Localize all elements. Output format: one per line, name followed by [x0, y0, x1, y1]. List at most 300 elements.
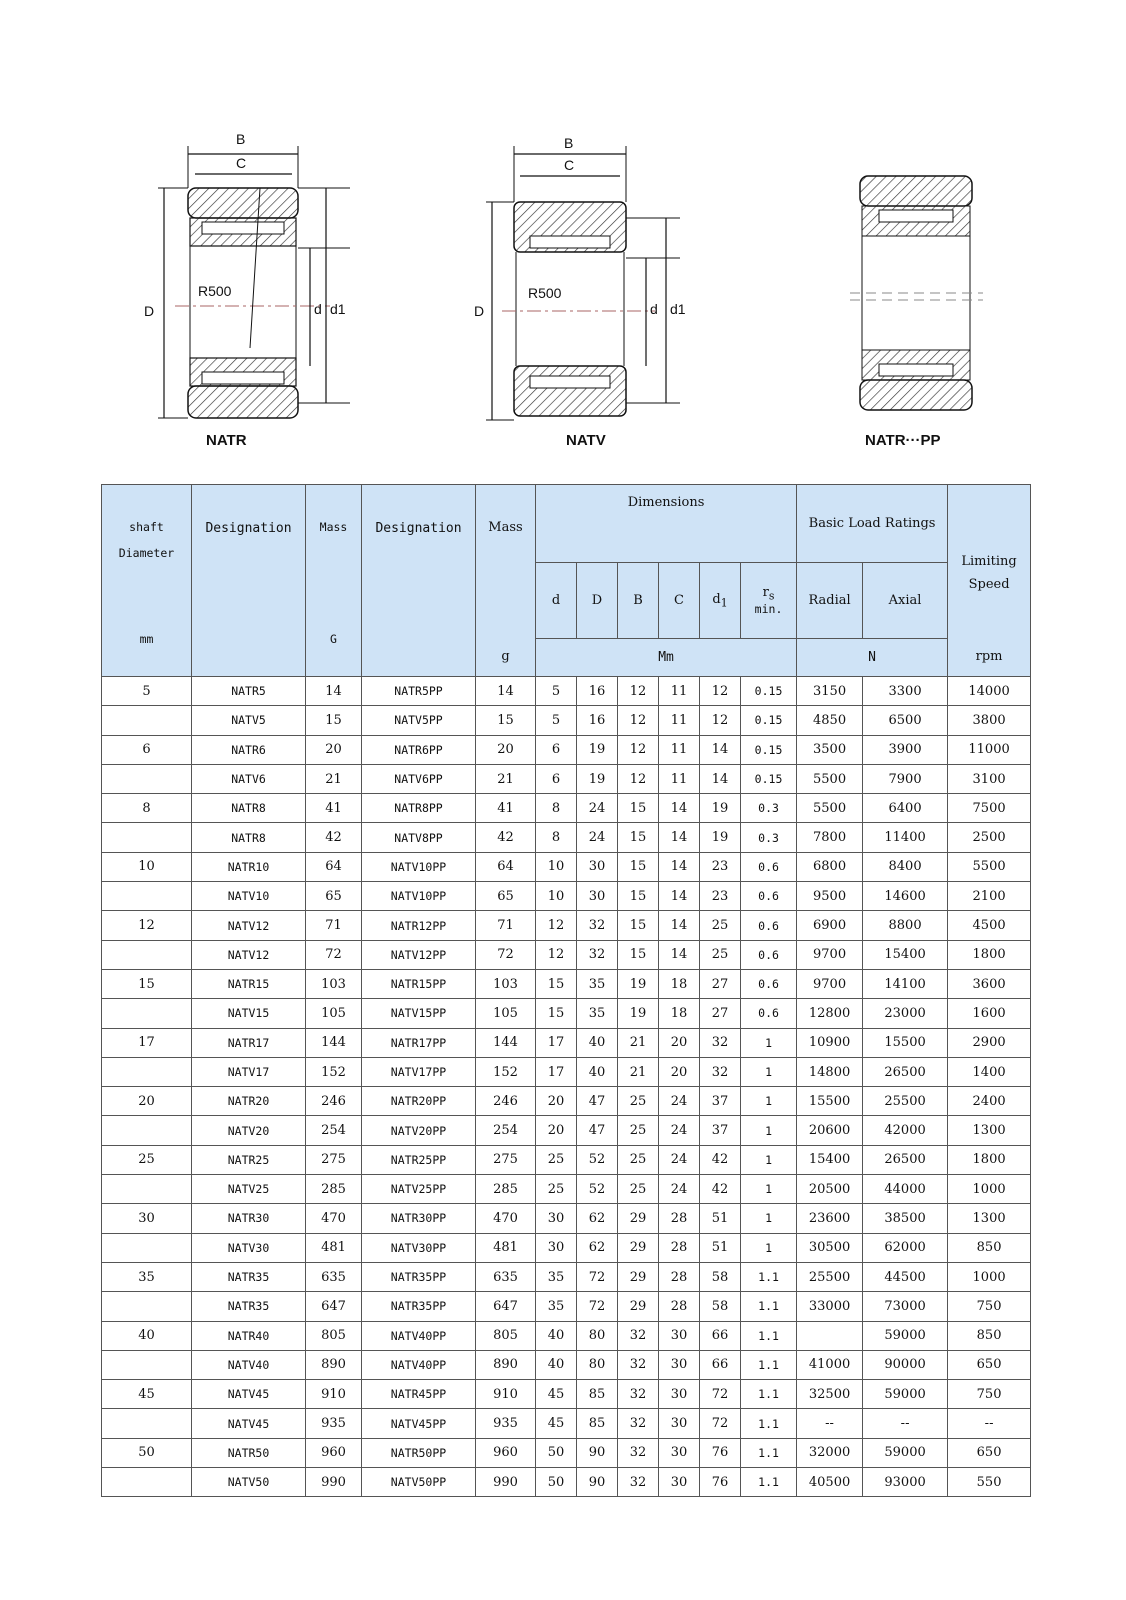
cell-axial-load: 26500	[863, 1145, 948, 1174]
cell-B: 32	[618, 1468, 659, 1497]
table-row	[102, 677, 1031, 706]
cell-d1: 66	[700, 1350, 741, 1379]
header-shaft-unit: mm	[139, 631, 154, 646]
cell-limiting-speed: 2400	[948, 1087, 1031, 1116]
cell-designation: NATV5	[192, 706, 306, 735]
cell-B: 25	[618, 1116, 659, 1145]
cell-axial-load: 90000	[863, 1350, 948, 1379]
cell-d: 15	[536, 969, 577, 998]
cell-D: 35	[577, 999, 618, 1028]
cell-d: 8	[536, 794, 577, 823]
cell-D: 19	[577, 764, 618, 793]
cell-mass-pp: 152	[476, 1057, 536, 1086]
cell-limiting-speed: 850	[948, 1233, 1031, 1262]
cell-d: 25	[536, 1145, 577, 1174]
cell-designation-pp: NATV8PP	[362, 823, 476, 852]
cell-axial-load: 15500	[863, 1028, 948, 1057]
header-designation-1	[192, 485, 306, 677]
cell-shaft-diameter: 30	[102, 1204, 192, 1233]
cell-designation-pp: NATV40PP	[362, 1321, 476, 1350]
cell-limiting-speed: 650	[948, 1350, 1031, 1379]
figure-natr	[144, 118, 370, 463]
cell-shaft-diameter	[102, 1468, 192, 1497]
cell-D: 62	[577, 1204, 618, 1233]
cell-shaft-diameter	[102, 1175, 192, 1204]
cell-mass: 41	[306, 794, 362, 823]
cell-rs-min: 0.6	[741, 882, 797, 911]
cell-C: 28	[659, 1204, 700, 1233]
cell-mass: 635	[306, 1262, 362, 1291]
cell-D: 32	[577, 940, 618, 969]
cell-axial-load: 62000	[863, 1233, 948, 1262]
cell-C: 30	[659, 1350, 700, 1379]
cell-d: 8	[536, 823, 577, 852]
cell-designation: NATR40	[192, 1321, 306, 1350]
cell-designation-pp: NATR35PP	[362, 1262, 476, 1291]
header-mass-1	[306, 485, 362, 677]
cell-radial-load: 9700	[797, 969, 863, 998]
cell-radial-load	[797, 1321, 863, 1350]
cell-D: 85	[577, 1380, 618, 1409]
cell-d: 6	[536, 764, 577, 793]
natv-d-label: d	[650, 301, 658, 317]
table-row	[102, 1087, 1031, 1116]
natr-D-label: D	[144, 303, 155, 319]
cell-mass-pp: 246	[476, 1087, 536, 1116]
cell-d1: 14	[700, 764, 741, 793]
cell-limiting-speed: 3600	[948, 969, 1031, 998]
cell-mass: 481	[306, 1233, 362, 1262]
cell-d: 5	[536, 677, 577, 706]
header-speed-text: Speed	[968, 576, 1010, 592]
table-row	[102, 764, 1031, 793]
cell-D: 62	[577, 1233, 618, 1262]
cell-d: 30	[536, 1233, 577, 1262]
cell-radial-load: 23600	[797, 1204, 863, 1233]
cell-designation: NATR8	[192, 794, 306, 823]
cell-shaft-diameter: 12	[102, 911, 192, 940]
cell-shaft-diameter	[102, 1116, 192, 1145]
cell-limiting-speed: 7500	[948, 794, 1031, 823]
cell-designation: NATV45	[192, 1409, 306, 1438]
cell-rs-min: 0.15	[741, 706, 797, 735]
header-limiting-text: Limiting	[961, 553, 1017, 569]
natr-drawing	[144, 118, 370, 463]
header-mass-2	[476, 485, 536, 677]
cell-mass-pp: 890	[476, 1350, 536, 1379]
cell-D: 32	[577, 911, 618, 940]
cell-d1: 76	[700, 1468, 741, 1497]
cell-d: 45	[536, 1380, 577, 1409]
cell-C: 11	[659, 735, 700, 764]
header-mass-1-text: Mass	[319, 519, 348, 534]
cell-designation-pp: NATV15PP	[362, 999, 476, 1028]
cell-d1: 14	[700, 735, 741, 764]
cell-designation: NATV50	[192, 1468, 306, 1497]
cell-C: 24	[659, 1145, 700, 1174]
table-row	[102, 1321, 1031, 1350]
cell-radial-load: 7800	[797, 823, 863, 852]
cell-d: 10	[536, 882, 577, 911]
cell-d1: 19	[700, 823, 741, 852]
cell-rs-min: 0.3	[741, 823, 797, 852]
cell-d1: 23	[700, 852, 741, 881]
cell-mass: 935	[306, 1409, 362, 1438]
cell-d1: 25	[700, 940, 741, 969]
cell-designation: NATV20	[192, 1116, 306, 1145]
cell-mass-pp: 275	[476, 1145, 536, 1174]
cell-radial-load: 3500	[797, 735, 863, 764]
cell-mass-pp: 481	[476, 1233, 536, 1262]
cell-axial-load: 3300	[863, 677, 948, 706]
cell-d1: 76	[700, 1438, 741, 1467]
cell-mass-pp: 105	[476, 999, 536, 1028]
cell-mass-pp: 64	[476, 852, 536, 881]
cell-radial-load: 20500	[797, 1175, 863, 1204]
cell-limiting-speed: 1400	[948, 1057, 1031, 1086]
cell-radial-load: 14800	[797, 1057, 863, 1086]
cell-shaft-diameter	[102, 823, 192, 852]
cell-axial-load: 42000	[863, 1116, 948, 1145]
cell-d: 15	[536, 999, 577, 1028]
cell-designation: NATR8	[192, 823, 306, 852]
cell-shaft-diameter: 10	[102, 852, 192, 881]
table-row	[102, 1057, 1031, 1086]
cell-limiting-speed: --	[948, 1409, 1031, 1438]
cell-axial-load: --	[863, 1409, 948, 1438]
cell-C: 14	[659, 852, 700, 881]
cell-limiting-speed: 1600	[948, 999, 1031, 1028]
cell-radial-load: 6800	[797, 852, 863, 881]
cell-shaft-diameter	[102, 1233, 192, 1262]
cell-axial-load: 8400	[863, 852, 948, 881]
cell-axial-load: 26500	[863, 1057, 948, 1086]
table-row	[102, 940, 1031, 969]
cell-axial-load: 6400	[863, 794, 948, 823]
cell-limiting-speed: 1000	[948, 1262, 1031, 1291]
cell-designation-pp: NATR8PP	[362, 794, 476, 823]
cell-B: 32	[618, 1438, 659, 1467]
cell-axial-load: 25500	[863, 1087, 948, 1116]
cell-axial-load: 14100	[863, 969, 948, 998]
cell-rs-min: 1.1	[741, 1380, 797, 1409]
table-row	[102, 1350, 1031, 1379]
cell-shaft-diameter: 15	[102, 969, 192, 998]
header-designation-1-text: Designation	[205, 521, 292, 536]
cell-limiting-speed: 14000	[948, 677, 1031, 706]
cell-mass: 14	[306, 677, 362, 706]
cell-B: 15	[618, 882, 659, 911]
cell-mass-pp: 805	[476, 1321, 536, 1350]
cell-mass: 71	[306, 911, 362, 940]
table-row	[102, 1262, 1031, 1291]
cell-D: 40	[577, 1028, 618, 1057]
cell-mass: 246	[306, 1087, 362, 1116]
cell-designation-pp: NATV17PP	[362, 1057, 476, 1086]
cell-radial-load: 20600	[797, 1116, 863, 1145]
header-dim-d1-sub: 1	[720, 596, 728, 610]
natr-c-label: C	[236, 155, 247, 171]
cell-designation: NATV17	[192, 1057, 306, 1086]
cell-D: 30	[577, 852, 618, 881]
cell-designation: NATR25	[192, 1145, 306, 1174]
cell-shaft-diameter: 17	[102, 1028, 192, 1057]
header-diameter-text: Diameter	[118, 545, 175, 560]
cell-designation: NATV30	[192, 1233, 306, 1262]
cell-rs-min: 0.6	[741, 852, 797, 881]
cell-d: 12	[536, 911, 577, 940]
cell-D: 90	[577, 1468, 618, 1497]
cell-designation-pp: NATV12PP	[362, 940, 476, 969]
cell-limiting-speed: 4500	[948, 911, 1031, 940]
cell-limiting-speed: 1000	[948, 1175, 1031, 1204]
natv-drawing	[474, 118, 710, 463]
cell-d: 50	[536, 1438, 577, 1467]
cell-D: 19	[577, 735, 618, 764]
cell-designation: NATR35	[192, 1292, 306, 1321]
header-designation-2-text: Designation	[375, 521, 462, 536]
cell-mass: 20	[306, 735, 362, 764]
cell-mass: 103	[306, 969, 362, 998]
cell-designation: NATR35	[192, 1262, 306, 1291]
cell-radial-load: 6900	[797, 911, 863, 940]
cell-d1: 51	[700, 1204, 741, 1233]
cell-d1: 23	[700, 882, 741, 911]
cell-mass: 72	[306, 940, 362, 969]
cell-rs-min: 1.1	[741, 1262, 797, 1291]
cell-C: 24	[659, 1116, 700, 1145]
cell-designation-pp: NATV6PP	[362, 764, 476, 793]
figure-natrpp	[845, 118, 995, 463]
cell-d1: 32	[700, 1057, 741, 1086]
table-row	[102, 1292, 1031, 1321]
cell-mass: 275	[306, 1145, 362, 1174]
cell-d1: 72	[700, 1409, 741, 1438]
cell-B: 15	[618, 823, 659, 852]
cell-C: 14	[659, 882, 700, 911]
cell-C: 14	[659, 823, 700, 852]
cell-shaft-diameter: 50	[102, 1438, 192, 1467]
cell-designation-pp: NATV5PP	[362, 706, 476, 735]
cell-mass-pp: 21	[476, 764, 536, 793]
cell-mass-pp: 15	[476, 706, 536, 735]
cell-mass-pp: 254	[476, 1116, 536, 1145]
cell-designation: NATR5	[192, 677, 306, 706]
natr-b-label: B	[236, 131, 246, 147]
cell-d1: 42	[700, 1175, 741, 1204]
cell-designation: NATV10	[192, 882, 306, 911]
cell-B: 29	[618, 1233, 659, 1262]
cell-designation: NATV40	[192, 1350, 306, 1379]
cell-mass-pp: 20	[476, 735, 536, 764]
table-row	[102, 852, 1031, 881]
cell-rs-min: 0.15	[741, 677, 797, 706]
cell-d: 45	[536, 1409, 577, 1438]
cell-radial-load: 4850	[797, 706, 863, 735]
cell-D: 47	[577, 1116, 618, 1145]
cell-shaft-diameter	[102, 1057, 192, 1086]
cell-B: 15	[618, 911, 659, 940]
cell-axial-load: 59000	[863, 1321, 948, 1350]
header-dim-rs	[741, 563, 797, 639]
cell-rs-min: 0.6	[741, 940, 797, 969]
cell-radial-load: 3150	[797, 677, 863, 706]
cell-D: 24	[577, 823, 618, 852]
cell-rs-min: 1	[741, 1057, 797, 1086]
cell-designation: NATV12	[192, 940, 306, 969]
cell-axial-load: 44000	[863, 1175, 948, 1204]
cell-radial-load: 32000	[797, 1438, 863, 1467]
header-dimensions: Dimensions	[536, 485, 797, 563]
header-axial: Axial	[863, 563, 948, 639]
cell-radial-load: 10900	[797, 1028, 863, 1057]
cell-axial-load: 44500	[863, 1262, 948, 1291]
cell-d1: 27	[700, 999, 741, 1028]
cell-rs-min: 0.15	[741, 764, 797, 793]
cell-radial-load: 5500	[797, 794, 863, 823]
cell-designation: NATR20	[192, 1087, 306, 1116]
cell-shaft-diameter: 8	[102, 794, 192, 823]
cell-axial-load: 23000	[863, 999, 948, 1028]
cell-mass-pp: 42	[476, 823, 536, 852]
cell-D: 35	[577, 969, 618, 998]
cell-B: 25	[618, 1145, 659, 1174]
cell-B: 32	[618, 1350, 659, 1379]
cell-D: 16	[577, 677, 618, 706]
cell-B: 29	[618, 1204, 659, 1233]
cell-designation: NATR50	[192, 1438, 306, 1467]
cell-B: 15	[618, 852, 659, 881]
cell-d1: 19	[700, 794, 741, 823]
natv-b-label: B	[564, 135, 574, 151]
cell-d1: 72	[700, 1380, 741, 1409]
cell-C: 24	[659, 1175, 700, 1204]
cell-shaft-diameter: 20	[102, 1087, 192, 1116]
natrpp-caption: NATR···PP	[865, 432, 941, 449]
cell-mass-pp: 14	[476, 677, 536, 706]
cell-axial-load: 8800	[863, 911, 948, 940]
natr-d-label: d	[314, 301, 322, 317]
cell-d: 40	[536, 1321, 577, 1350]
cell-axial-load: 59000	[863, 1438, 948, 1467]
cell-rs-min: 1	[741, 1175, 797, 1204]
table-row	[102, 882, 1031, 911]
cell-designation: NATV12	[192, 911, 306, 940]
cell-axial-load: 14600	[863, 882, 948, 911]
cell-d: 30	[536, 1204, 577, 1233]
header-radial: Radial	[797, 563, 863, 639]
cell-designation-pp: NATV10PP	[362, 852, 476, 881]
figure-natv	[474, 118, 710, 463]
table-row	[102, 1028, 1031, 1057]
cell-D: 30	[577, 882, 618, 911]
cell-mass-pp: 647	[476, 1292, 536, 1321]
cell-d: 17	[536, 1028, 577, 1057]
cell-shaft-diameter: 45	[102, 1380, 192, 1409]
cell-limiting-speed: 1300	[948, 1204, 1031, 1233]
table-row	[102, 823, 1031, 852]
cell-d: 6	[536, 735, 577, 764]
cell-d: 12	[536, 940, 577, 969]
cell-designation: NATR17	[192, 1028, 306, 1057]
cell-d1: 37	[700, 1087, 741, 1116]
cell-designation-pp: NATR50PP	[362, 1438, 476, 1467]
natv-D-label: D	[474, 303, 485, 319]
header-limiting-speed	[948, 485, 1031, 677]
cell-B: 29	[618, 1262, 659, 1291]
cell-mass-pp: 41	[476, 794, 536, 823]
cell-axial-load: 93000	[863, 1468, 948, 1497]
cell-d1: 27	[700, 969, 741, 998]
table-row	[102, 1116, 1031, 1145]
cell-D: 80	[577, 1350, 618, 1379]
cell-designation-pp: NATV25PP	[362, 1175, 476, 1204]
table-row	[102, 1233, 1031, 1262]
cell-designation-pp: NATV45PP	[362, 1409, 476, 1438]
cell-axial-load: 7900	[863, 764, 948, 793]
table-row	[102, 1409, 1031, 1438]
cell-mass: 42	[306, 823, 362, 852]
cell-d1: 42	[700, 1145, 741, 1174]
table-row	[102, 794, 1031, 823]
table-row	[102, 1468, 1031, 1497]
cell-mass-pp: 72	[476, 940, 536, 969]
cell-limiting-speed: 1300	[948, 1116, 1031, 1145]
cell-limiting-speed: 650	[948, 1438, 1031, 1467]
header-dim-rs-min: min.	[754, 602, 783, 617]
bearing-spec-table	[101, 484, 1031, 1497]
cell-radial-load: 12800	[797, 999, 863, 1028]
natr-d1-label: d1	[330, 301, 346, 317]
cell-D: 72	[577, 1262, 618, 1291]
cell-mass-pp: 935	[476, 1409, 536, 1438]
cell-limiting-speed: 2500	[948, 823, 1031, 852]
cell-radial-load: --	[797, 1409, 863, 1438]
cell-B: 21	[618, 1028, 659, 1057]
cell-designation-pp: NATV30PP	[362, 1233, 476, 1262]
cell-C: 14	[659, 794, 700, 823]
cell-shaft-diameter	[102, 882, 192, 911]
cell-B: 19	[618, 999, 659, 1028]
cell-d1: 12	[700, 677, 741, 706]
cell-rs-min: 1.1	[741, 1468, 797, 1497]
cell-shaft-diameter	[102, 999, 192, 1028]
cell-d: 35	[536, 1262, 577, 1291]
cell-designation: NATR10	[192, 852, 306, 881]
cell-D: 90	[577, 1438, 618, 1467]
cell-mass: 152	[306, 1057, 362, 1086]
cell-radial-load: 15400	[797, 1145, 863, 1174]
natrpp-drawing	[845, 118, 995, 463]
header-speed-unit: rpm	[975, 648, 1003, 664]
cell-rs-min: 1	[741, 1028, 797, 1057]
table-row	[102, 969, 1031, 998]
cell-limiting-speed: 3100	[948, 764, 1031, 793]
natr-r500-label: R500	[198, 283, 232, 299]
cell-B: 25	[618, 1087, 659, 1116]
cell-rs-min: 0.6	[741, 969, 797, 998]
table-row	[102, 1175, 1031, 1204]
cell-axial-load: 11400	[863, 823, 948, 852]
cell-d1: 58	[700, 1292, 741, 1321]
cell-limiting-speed: 550	[948, 1468, 1031, 1497]
cell-C: 20	[659, 1057, 700, 1086]
header-dim-unit: Mm	[536, 639, 797, 677]
cell-B: 15	[618, 794, 659, 823]
cell-limiting-speed: 2900	[948, 1028, 1031, 1057]
cell-axial-load: 15400	[863, 940, 948, 969]
cell-mass-pp: 103	[476, 969, 536, 998]
